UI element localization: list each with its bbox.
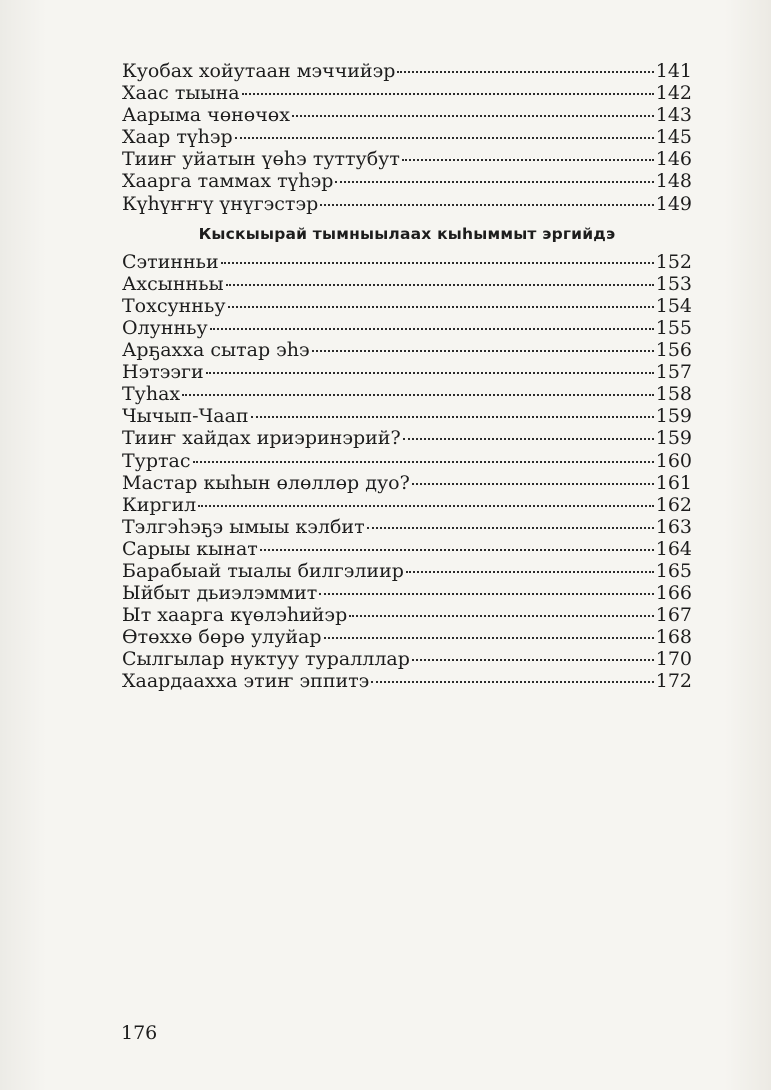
dot-leader [319,593,653,595]
toc-entry-title: Куобах хойутаан мэччийэр [122,60,396,82]
dot-leader [226,284,654,286]
toc-entry-page: 149 [655,192,692,215]
dot-leader [320,204,653,206]
toc-entry-page: 155 [655,316,692,339]
toc-entry-page: 152 [655,250,692,273]
toc-entry-title: Мастар кыһын өлөллөр дуо? [122,471,410,494]
toc-entry [122,648,692,670]
dot-leader [367,527,654,529]
toc-entry-title: Сарыы кынат [122,537,258,560]
toc-entry-page: 168 [655,626,692,649]
toc-entry [122,604,692,626]
dot-leader [412,659,654,661]
toc-entry-title: Хаар түһэр [122,126,233,149]
toc-entry-title: Арҕахха сытар эһэ [122,339,310,362]
toc-entry [122,450,692,472]
dot-leader [206,372,654,374]
toc-entry [122,126,692,148]
dot-leader [242,93,654,95]
toc-entry-page: 163 [655,515,692,538]
toc-entry [122,60,692,82]
toc-entry-title: Олунньу [122,316,208,339]
toc-entry-page: 145 [655,126,692,149]
toc-entry-page: 166 [655,582,692,605]
toc-entry-title: Барабыай тыалы билгэлиир [122,559,404,582]
toc-entry [122,317,692,339]
toc-entry-page: 170 [655,648,692,671]
dot-leader [210,328,654,330]
toc-entry-title: Хаас тыына [122,82,240,105]
dot-leader [406,571,654,573]
toc-entry-page: 162 [655,493,692,516]
toc-entry-title: Сэтинньи [122,250,219,273]
dot-leader [312,350,654,352]
toc-entry [122,170,692,192]
toc-entry [122,405,692,427]
toc-entry-page: 148 [655,170,692,193]
toc-entry-page: 164 [655,537,692,560]
toc-entry-title: Хаардаахха этиҥ эппитэ [122,670,370,693]
toc-entry-title: Тэлгэһэҕэ ымыы кэлбит [122,515,365,538]
toc-entry [122,82,692,104]
toc-entry-title: Нэтээги [122,361,204,384]
toc-entry-page: 142 [655,82,692,105]
toc-entry-page: 154 [655,294,692,317]
toc-entry-page: 159 [655,427,692,450]
dot-leader [182,394,654,396]
toc-entry-page: 146 [655,148,692,171]
toc-entry [122,339,692,361]
dot-leader [251,416,654,418]
toc-entry [122,626,692,648]
toc-entry [122,104,692,126]
toc-entry [122,582,692,604]
toc-entry-page: 160 [655,449,692,472]
toc-entry [122,383,692,405]
toc-entry-page: 161 [655,471,692,494]
toc-entry-page: 153 [655,272,692,295]
toc-entry-title: Туһах [122,383,181,406]
toc-entry [122,516,692,538]
section-heading: Кыскыырай тымныылаах кыһыммыт эргийдэ [198,224,616,243]
dot-leader [402,159,654,161]
toc-entry-page: 156 [655,339,692,362]
toc-entry-title: Тииҥ хайдах ириэринэрий? [122,427,401,450]
toc-entry-title: Ахсынньы [122,272,224,295]
toc-entry-page: 141 [655,60,692,82]
dot-leader [198,505,654,507]
toc-group-1 [122,60,692,215]
toc-entry-title: Сылгылар нуктуу туралллар [122,648,410,671]
toc-entry-page: 165 [655,559,692,582]
toc-entry-page: 167 [655,604,692,627]
toc-entry-title: Ыйбыт дьиэлэммит [122,582,318,605]
toc-group-2 [122,251,692,693]
toc-entry-page: 157 [655,361,692,384]
toc-entry [122,193,692,215]
dot-leader [403,438,654,440]
toc-entry-title: Тииҥ уйатын үөһэ туттубут [122,148,400,171]
toc-entry-title: Туртас [122,449,191,472]
toc-entry [122,251,692,273]
table-of-contents [122,60,692,693]
dot-leader [397,71,653,73]
dot-leader [371,681,653,683]
toc-entry-title: Аарыма чөнөчөх [122,104,290,127]
toc-entry [122,273,692,295]
toc-entry-title: Ыт хаарга күөлэһийэр [122,604,348,627]
dot-leader [221,262,654,264]
dot-leader [335,181,653,183]
toc-entry-title: Өтөххө бөрө улуйар [122,626,322,649]
toc-entry-title: Күһүҥҥү үнүгэстэр [122,192,319,215]
dot-leader [324,637,654,639]
toc-entry-page: 143 [655,104,692,127]
dot-leader [349,615,654,617]
toc-entry [122,427,692,449]
toc-entry-title: Чычып-Чаап [122,405,249,428]
dot-leader [260,549,654,551]
toc-entry-page: 158 [655,383,692,406]
dot-leader [193,461,654,463]
toc-entry [122,538,692,560]
toc-entry [122,472,692,494]
page-number: 176 [121,1022,158,1044]
dot-leader [228,306,654,308]
toc-entry [122,361,692,383]
dot-leader [412,483,654,485]
toc-entry-page: 159 [655,405,692,428]
dot-leader [235,137,654,139]
toc-entry-title: Тохсунньу [122,294,226,317]
toc-entry [122,148,692,170]
toc-entry-title: Хаарга таммах түһэр [122,170,334,193]
toc-entry [122,560,692,582]
dot-leader [292,115,654,117]
toc-entry [122,295,692,317]
toc-entry [122,670,692,692]
toc-entry-page: 172 [655,670,692,693]
toc-entry [122,494,692,516]
toc-entry-title: Киргил [122,493,197,516]
